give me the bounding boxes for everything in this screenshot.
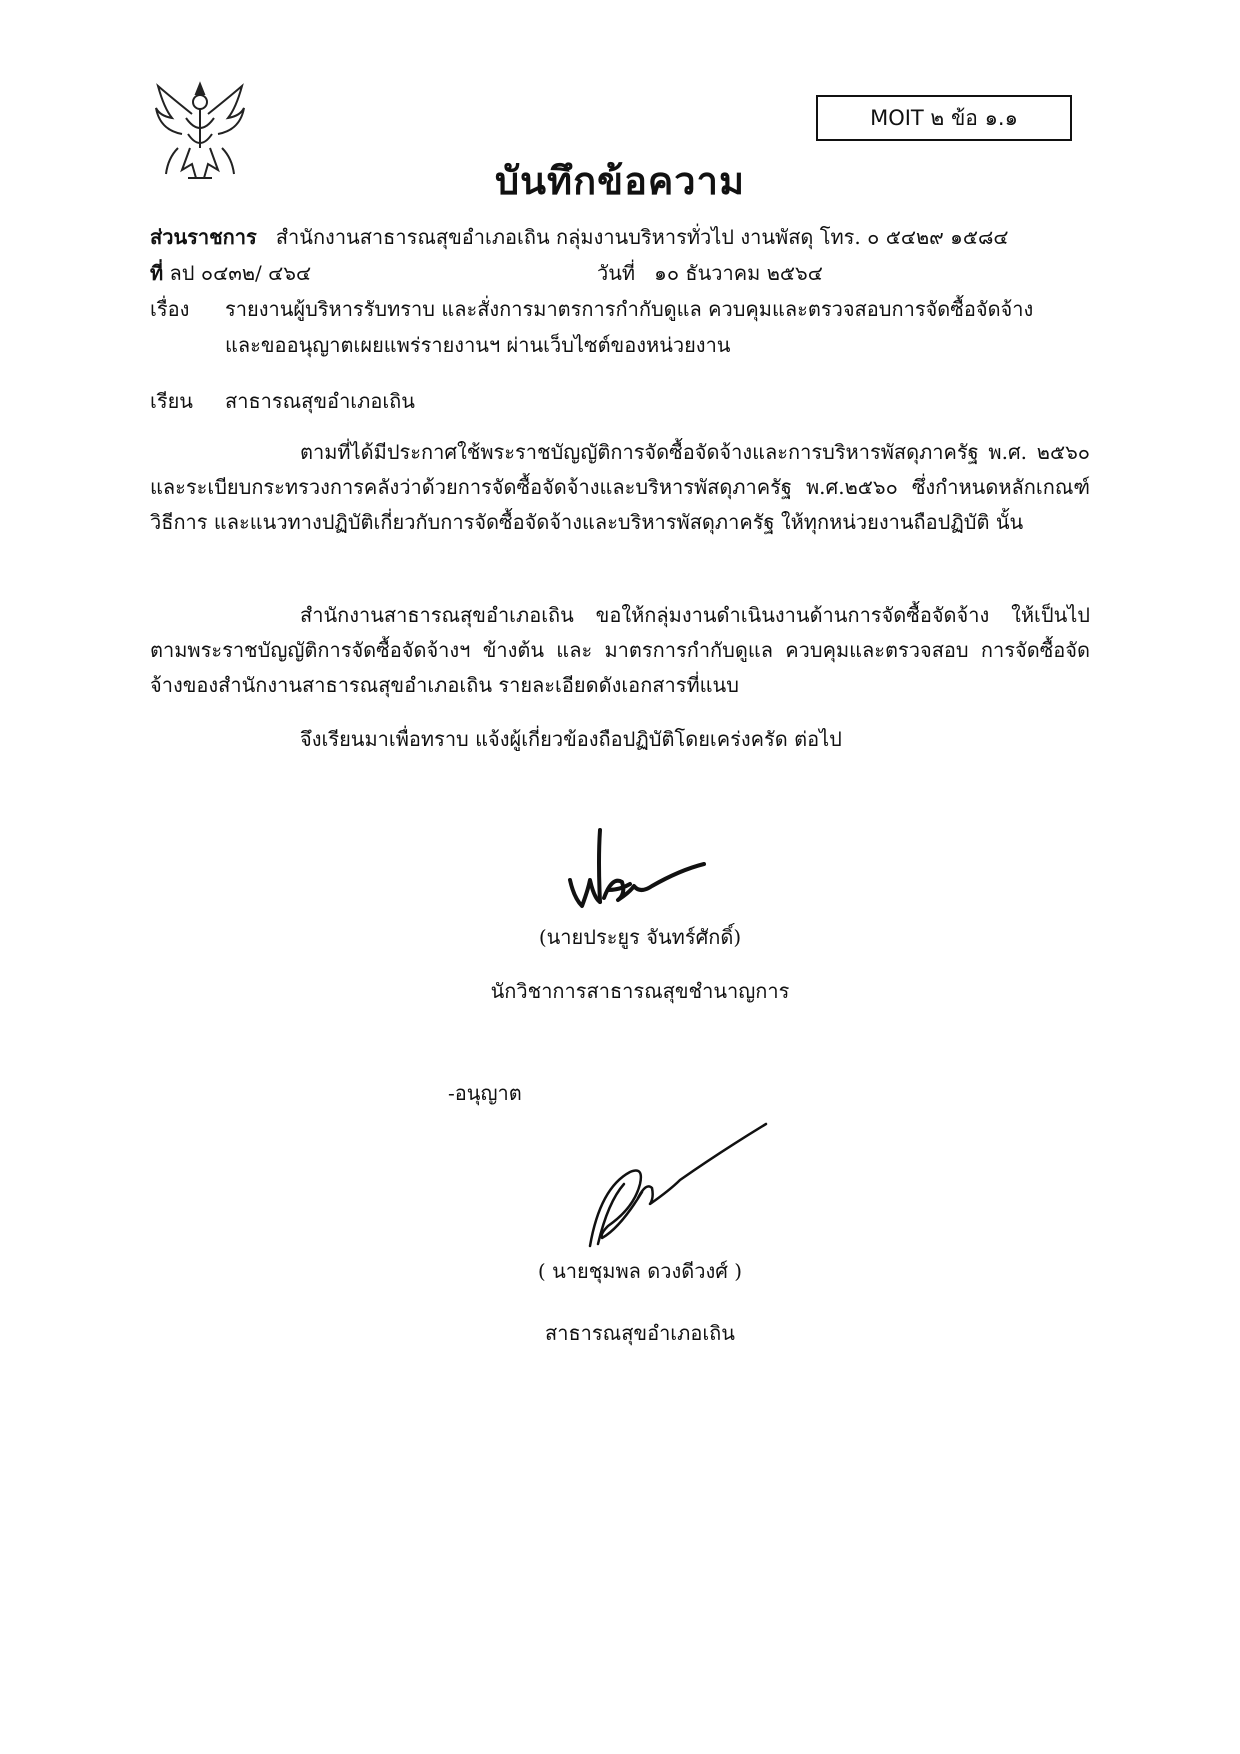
subject-line-2: และขออนุญาตเผยแพร่รายงานฯ ผ่านเว็บไซต์ของหน่วยงาน (225, 333, 731, 357)
signatory-1-name: (นายประยูร จันทร์ศักดิ์) (538, 925, 742, 949)
agency-label: ส่วนราชการ (150, 225, 257, 249)
salutation-label: เรียน (150, 389, 193, 413)
date-value: ๑๐ ธันวาคม ๒๕๖๔ (654, 261, 823, 285)
number-row (150, 258, 311, 288)
approval-note: -อนุญาต (448, 1081, 522, 1105)
closing-line: จึงเรียนมาเพื่อทราบ แจ้งผู้เกี่ยวข้องถือปฏิบัติโดยเคร่งครัด ต่อไป (300, 727, 842, 751)
number-label: ที่ (150, 261, 164, 285)
salutation-value: สาธารณสุขอำเภอเถิน (225, 389, 415, 413)
signature-1-image (560, 820, 710, 915)
date-row (597, 258, 823, 288)
agency-row (150, 222, 1009, 252)
body-paragraph-2: สำนักงานสาธารณสุขอำเภอเถิน ขอให้กลุ่มงานดำเนินงานด้านการจัดซื้อจัดจ้าง ให้เป็นไปตามพระราชบัญญัติการจัดซื้อจัดจ้างฯ ข้างต้น และ มาตรการกำกับดูแล ควบคุมและตรวจสอบ การจัดซื้อจัดจ้างของสำนักงานสาธารณสุขอำเภอเถิน รายละเอียดดังเอกสารที่แนบ (150, 603, 1090, 697)
signatory-1-position: นักวิชาการสาธารณสุขชำนาญการ (490, 979, 790, 1003)
signatory-2-name: ( นายชุมพล ดวงดีวงศ์ ) (537, 1259, 743, 1283)
document-title: บันทึกข้อความ (494, 158, 746, 203)
agency-value: สำนักงานสาธารณสุขอำเภอเถิน กลุ่มงานบริหารทั่วไป งานพัสดุ โทร. ๐ ๕๔๒๙ ๑๕๘๔ (275, 225, 1009, 249)
date-label: วันที่ (597, 261, 636, 285)
subject-line-1: รายงานผู้บริหารรับทราบ และสั่งการมาตรการกำกับดูแล ควบคุมและตรวจสอบการจัดซื้อจัดจ้าง (225, 297, 1034, 321)
body-paragraph-1: ตามที่ได้มีประกาศใช้พระราชบัญญัติการจัดซื้อจัดจ้างและการบริหารพัสดุภาครัฐ พ.ศ. ๒๕๖๐ และระเบียบกระทรวงการคลังว่าด้วยการจัดซื้อจัดจ้างและบริหารพัสดุภาครัฐ พ.ศ.๒๕๖๐ ซึ่งกำหนดหลักเกณฑ์ วิธีการ และแนวทางปฏิบัติเกี่ยวกับการจัดซื้อจัดจ้างและบริหารพัสดุภาครัฐ ให้ทุกหน่วยงานถือปฏิบัติ นั้น (150, 440, 1090, 534)
signatory-2-position: สาธารณสุขอำเภอเถิน (545, 1321, 735, 1345)
reference-code-box: MOIT ๒ ข้อ ๑.๑ (816, 95, 1072, 141)
signature-2-image (580, 1118, 780, 1258)
number-value: ลป ๐๔๓๒/ ๔๖๔ (169, 261, 312, 285)
subject-label: เรื่อง (150, 297, 190, 321)
